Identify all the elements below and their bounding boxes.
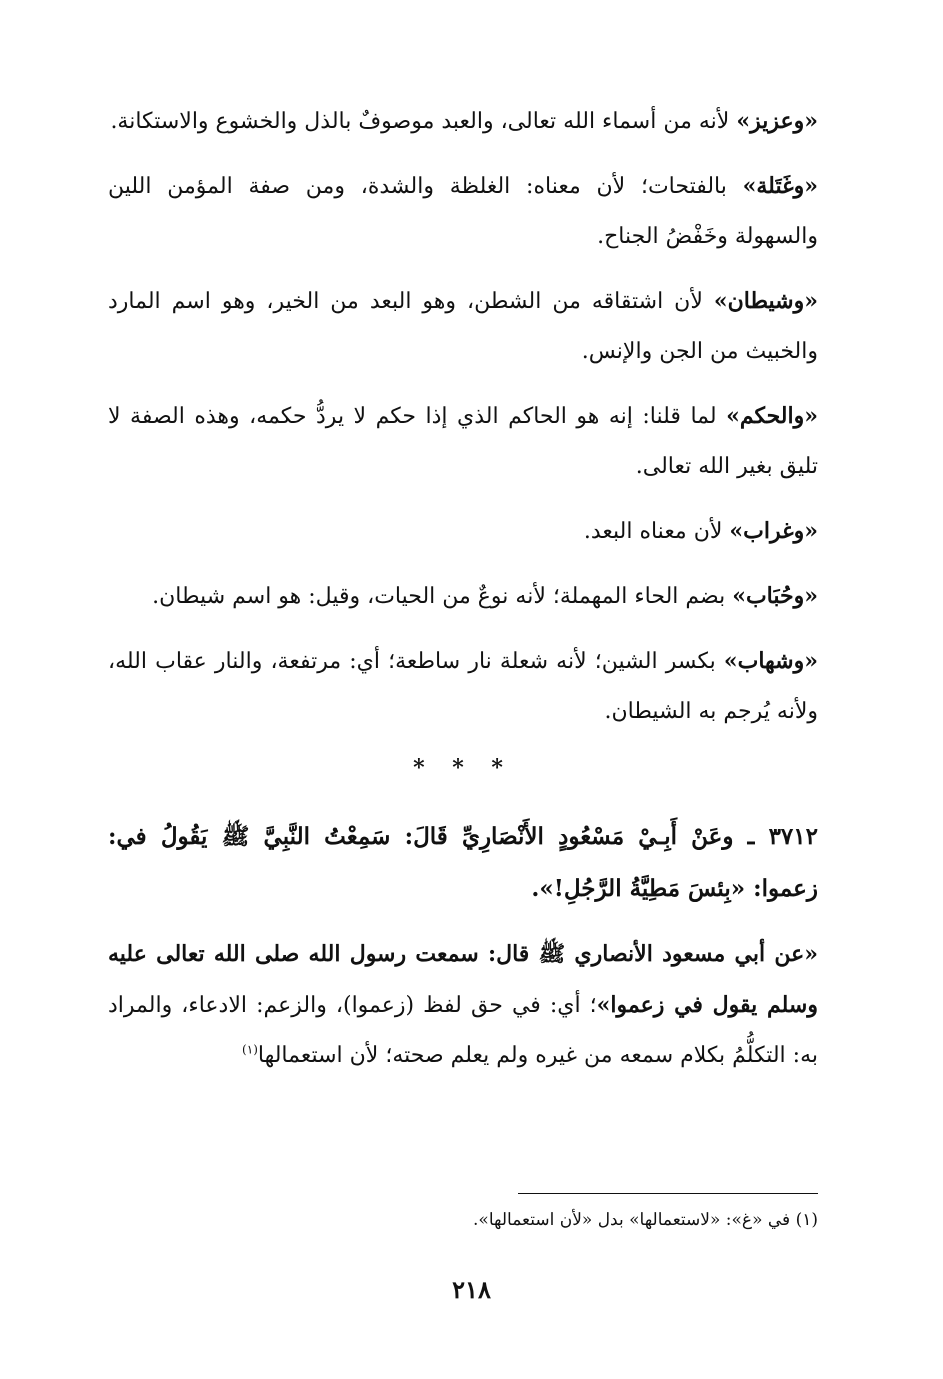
footnote-divider (518, 1193, 818, 1194)
page-number: ٢١٨ (452, 1275, 491, 1304)
term: «وغَتَلة» (742, 173, 818, 199)
term: «وحُبَاب» (732, 583, 818, 609)
term: «وشيطان» (713, 288, 818, 314)
term: «والحكم» (726, 403, 818, 429)
term: «وشهاب» (723, 648, 818, 674)
term: «وغراب» (729, 518, 818, 544)
paragraph-hakam (108, 391, 818, 492)
section-separator: * * * (413, 755, 513, 781)
footnote: (١) في «غ»: «لاستعمالها» بدل «لأن استعمالها». (473, 1210, 818, 1230)
footnote-ref: (١) (242, 1042, 258, 1057)
paragraph-text: بكسر الشين؛ لأنه شعلة نار ساطعة؛ أي: مرتفعة، والنار عقاب الله، ولأنه يُرجم به الشيطان. (108, 649, 818, 724)
term: «وعزيز» (736, 108, 818, 134)
paragraph-text: لأنه من أسماء الله تعالى، والعبد موصوفٌ بالذل والخشوع والاستكانة. (110, 109, 737, 134)
hadith-text: ٣٧١٢ ـ وعَنْ أَبِـيْ مَسْعُودٍ الأَنْصَارِيِّ قَالَ: سَمِعْتُ النَّبِيَّ ﷺ يَقُولُ في: زعموا: «بِئسَ مَطِيَّةُ الرَّجُلِ!». (108, 823, 818, 902)
commentary-text: ؛ أي: في حق لفظ (زعموا)، والزعم: الادعاء، والمراد به: التكلُّمُ بكلام سمعه من غيره ولم يعلم صحته؛ لأن استعمالها (108, 993, 818, 1068)
paragraph-azeez (108, 96, 818, 147)
commentary-paragraph (108, 929, 818, 1081)
paragraph-shihab (108, 636, 818, 737)
commentary-quote: «عن أبي مسعود الأنصاري ﷺ قال: سمعت رسول الله صلى الله تعالى عليه وسلم يقول في زعموا» (108, 941, 818, 1018)
paragraph-ghatala (108, 161, 818, 262)
paragraph-hubab (108, 571, 818, 622)
paragraph-text: بضم الحاء المهملة؛ لأنه نوعٌ من الحيات، وقيل: هو اسم شيطان. (152, 584, 733, 609)
paragraph-text: لما قلنا: إنه هو الحاكم الذي إذا حكم لا يردُّ حكمه، وهذه الصفة لا تليق بغير الله تعالى. (108, 404, 818, 479)
page-body (108, 96, 818, 1095)
paragraph-text: لأن اشتقاقه من الشطن، وهو البعد من الخير، وهو اسم المارد والخبيث من الجن والإنس. (108, 289, 818, 364)
paragraph-text: بالفتحات؛ لأن معناه: الغلظة والشدة، ومن صفة المؤمن اللين والسهولة وخَفْضُ الجناح. (108, 174, 818, 249)
paragraph-ghurab (108, 506, 818, 557)
paragraph-text: لأن معناه البعد. (583, 519, 730, 544)
paragraph-shaytan (108, 276, 818, 377)
